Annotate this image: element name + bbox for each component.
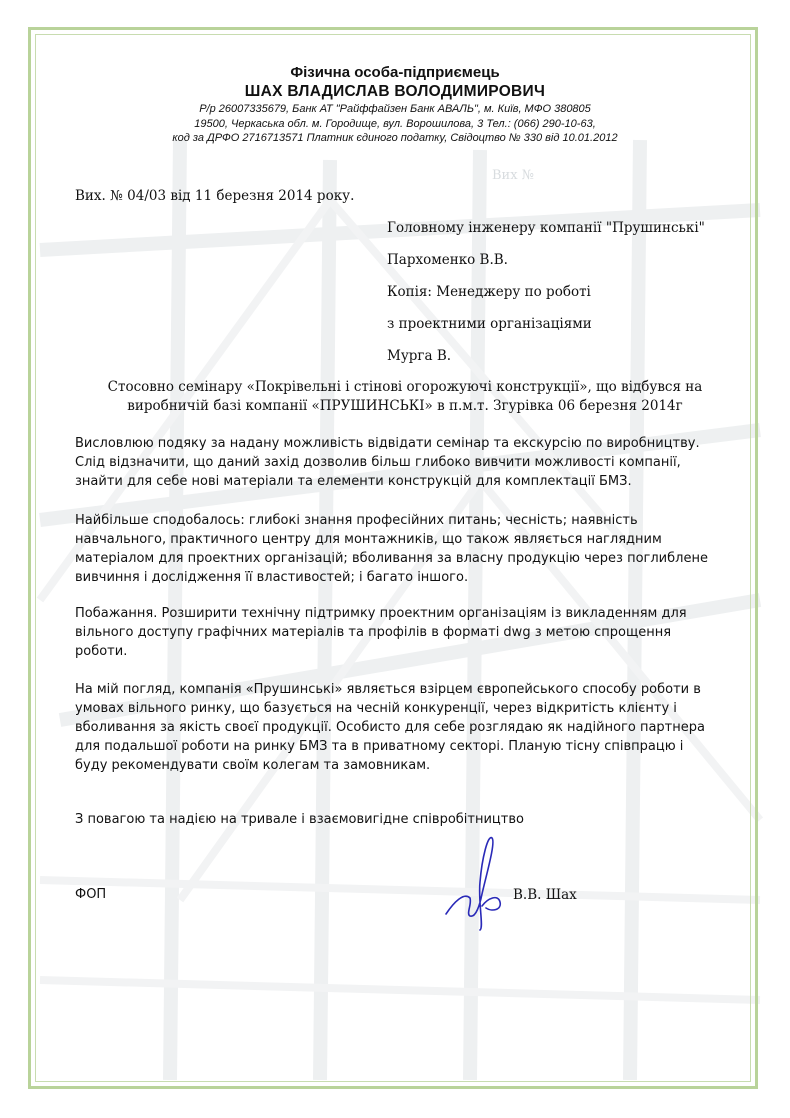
body-line: умовах вільного ринку, що базується на чесній конкуренції, через відкритість клієнту і: [75, 701, 677, 716]
body-paragraph-1: [75, 434, 735, 491]
letterhead-name: ШАХ ВЛАДИСЛАВ ВОЛОДИМИРОВИЧ: [244, 83, 546, 100]
closing-phrase: З повагою та надією на тривале і взаємовигідне співробітництво: [75, 812, 524, 827]
outgoing-reference: Вих. № 04/03 від 11 березня 2014 року.: [75, 188, 355, 204]
fop-label: ФОП: [75, 887, 107, 902]
subject-line: Стосовно семінару «Покрівельні і стінові огорожуючі конструкції», що відбувся на: [107, 379, 703, 395]
body-line: Найбільше сподобалось: глибокі знання професійних питань; чесність; наявність: [75, 513, 638, 528]
letterhead-tax-info: код за ДРФО 2716713571 Платник єдиного податку, Свідоцтво № 330 від 10.01.2012: [172, 132, 618, 144]
body-line: Слід відзначити, що даний захід дозволив більш глибоко вивчити можливості компанії,: [75, 455, 681, 470]
body-line: для подальшої роботи на ринку БМЗ та в приватному секторі. Планую тісну співпрацю і: [75, 739, 684, 754]
body-line: Висловлюю подяку за надану можливість відвідати семінар та екскурсію по виробництву.: [75, 436, 700, 451]
body-paragraph-3: [75, 604, 735, 661]
body-line: буду рекомендувати своїм колегам та замовникам.: [75, 758, 431, 773]
body-line: вболивання за якість своєї продукції. Особисто для себе розглядаю як надійного партнера: [75, 720, 705, 735]
addressee-line: Копія: Менеджеру по роботі: [387, 284, 591, 300]
body-line: знайти для себе нові матеріали та елементи конструкцій для комплектації БМЗ.: [75, 474, 632, 489]
handwritten-signature: [440, 832, 512, 932]
body-line: Побажання. Розширити технічну підтримку проектним організаціям із викладенням для: [75, 606, 687, 621]
body-line: На мій погляд, компанія «Прушинські» являється взірцем європейського способу роботи в: [75, 682, 701, 697]
signer-name: В.В. Шах: [513, 887, 577, 903]
letterhead-address: 19500, Черкаська обл. м. Городище, вул. Ворошилова, 3 Тел.: (066) 290-10-63,: [194, 117, 596, 130]
body-line: матеріалом для проектних організацій; вболивання за власну продукцію через поглиблене: [75, 551, 708, 566]
body-line: навчального, практичного центру для монтажників, що також являється наглядним: [75, 532, 662, 547]
body-line: роботи.: [75, 644, 128, 659]
addressee-line: Мурга В.: [387, 348, 452, 364]
addressee-line: Головному інженеру компанії "Прушинські": [387, 220, 705, 236]
body-paragraph-4: [75, 680, 735, 775]
addressee-line: з проектними організаціями: [387, 316, 592, 332]
body-line: вивчиння і дослідження її властивостей; і багато іншого.: [75, 570, 469, 585]
letterhead: [110, 64, 680, 146]
faint-watermark-text: Вих №: [492, 168, 534, 183]
addressee-line: Пархоменко В.В.: [387, 252, 508, 268]
body-paragraph-2: [75, 511, 735, 587]
letter-subject: [75, 378, 735, 416]
letterhead-bank-details: Р/р 26007335679, Банк АТ "Райффайзен Банк АВАЛЬ", м. Київ, МФО 380805: [199, 103, 591, 115]
body-line: вільного доступу графічних матеріалів та профілів в форматі dwg з метою спрощення: [75, 625, 672, 640]
letterhead-title: Фізична особа-підприємець: [290, 64, 500, 81]
subject-line: виробничій базі компанії «ПРУШИНСЬКІ» в п.м.т. Згурівка 06 березня 2014г: [127, 398, 683, 414]
